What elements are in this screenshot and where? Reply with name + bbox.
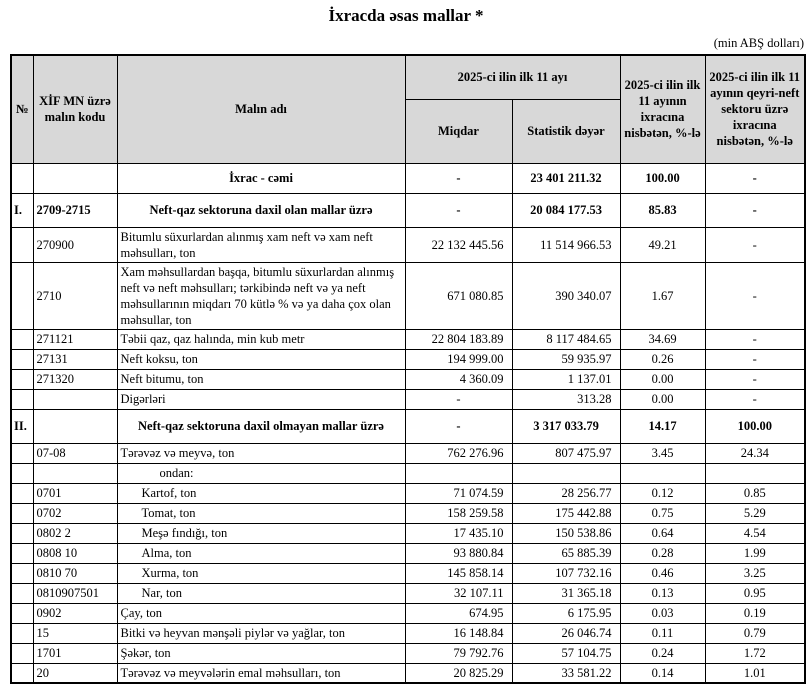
header-quantity: Miqdar bbox=[405, 99, 512, 163]
cell-num: II. bbox=[11, 409, 33, 443]
cell-name: Alma, ton bbox=[117, 543, 405, 563]
cell-quantity bbox=[405, 463, 512, 483]
cell-quantity: - bbox=[405, 389, 512, 409]
cell-code: 1701 bbox=[33, 643, 117, 663]
table-row bbox=[11, 369, 805, 389]
table-row bbox=[11, 163, 805, 193]
table-row bbox=[11, 349, 805, 369]
cell-num bbox=[11, 443, 33, 463]
table-body bbox=[11, 163, 805, 683]
cell-share-total: 0.00 bbox=[620, 389, 705, 409]
cell-share-nonoil: - bbox=[705, 163, 805, 193]
cell-num bbox=[11, 643, 33, 663]
header-value: Statistik dəyər bbox=[512, 99, 620, 163]
table-row bbox=[11, 563, 805, 583]
cell-code: 0902 bbox=[33, 603, 117, 623]
header-name: Malın adı bbox=[117, 55, 405, 163]
header-num: № bbox=[11, 55, 33, 163]
table-row bbox=[11, 193, 805, 227]
cell-share-total: 1.67 bbox=[620, 262, 705, 329]
cell-name: Xam məhsullardan başqa, bitumlu süxurlardan alınmış neft və neft məhsulları; tərkibində neft və ya neft məhsullarının miqdarı 70 kütlə % və ya daha çox olan məhsullar, ton bbox=[117, 262, 405, 329]
cell-name: Neft koksu, ton bbox=[117, 349, 405, 369]
table-row bbox=[11, 583, 805, 603]
cell-quantity: 194 999.00 bbox=[405, 349, 512, 369]
cell-share-nonoil: - bbox=[705, 389, 805, 409]
cell-share-nonoil: - bbox=[705, 329, 805, 349]
table-header bbox=[11, 55, 805, 163]
cell-name: Çay, ton bbox=[117, 603, 405, 623]
table-row bbox=[11, 523, 805, 543]
cell-name: Neft bitumu, ton bbox=[117, 369, 405, 389]
cell-code: 15 bbox=[33, 623, 117, 643]
table-row bbox=[11, 503, 805, 523]
cell-share-nonoil: 5.29 bbox=[705, 503, 805, 523]
cell-code: 0810 70 bbox=[33, 563, 117, 583]
cell-code bbox=[33, 163, 117, 193]
cell-code: 0808 10 bbox=[33, 543, 117, 563]
cell-quantity: 22 132 445.56 bbox=[405, 227, 512, 262]
cell-quantity: 671 080.85 bbox=[405, 262, 512, 329]
cell-quantity: 158 259.58 bbox=[405, 503, 512, 523]
cell-share-total: 0.26 bbox=[620, 349, 705, 369]
cell-num bbox=[11, 623, 33, 643]
cell-share-nonoil: - bbox=[705, 369, 805, 389]
cell-share-total: 0.24 bbox=[620, 643, 705, 663]
cell-share-total: 0.46 bbox=[620, 563, 705, 583]
cell-num bbox=[11, 389, 33, 409]
cell-num bbox=[11, 563, 33, 583]
cell-value: 3 317 033.79 bbox=[512, 409, 620, 443]
cell-value: 65 885.39 bbox=[512, 543, 620, 563]
cell-name: Neft-qaz sektoruna daxil olmayan mallar üzrə bbox=[117, 409, 405, 443]
cell-value: 31 365.18 bbox=[512, 583, 620, 603]
cell-share-nonoil: 0.85 bbox=[705, 483, 805, 503]
cell-num bbox=[11, 523, 33, 543]
cell-name: Bitumlu süxurlardan alınmış xam neft və xam neft məhsulları, ton bbox=[117, 227, 405, 262]
cell-value: 6 175.95 bbox=[512, 603, 620, 623]
header-share-total: 2025-ci ilin ilk 11 ayının ixracına nisbətən, %-lə bbox=[620, 55, 705, 163]
cell-name: Təbii qaz, qaz halında, min kub metr bbox=[117, 329, 405, 349]
header-period-group: 2025-ci ilin ilk 11 ayı bbox=[405, 55, 620, 99]
cell-share-nonoil: - bbox=[705, 262, 805, 329]
cell-share-nonoil: 1.01 bbox=[705, 663, 805, 683]
table-row bbox=[11, 329, 805, 349]
cell-name: Digərləri bbox=[117, 389, 405, 409]
cell-quantity: 93 880.84 bbox=[405, 543, 512, 563]
cell-share-nonoil: 100.00 bbox=[705, 409, 805, 443]
cell-share-total: 0.11 bbox=[620, 623, 705, 643]
cell-value: 150 538.86 bbox=[512, 523, 620, 543]
cell-share-nonoil: 0.19 bbox=[705, 603, 805, 623]
cell-num bbox=[11, 543, 33, 563]
cell-num bbox=[11, 349, 33, 369]
cell-code: 2709-2715 bbox=[33, 193, 117, 227]
cell-quantity: - bbox=[405, 409, 512, 443]
header-share-nonoil: 2025-ci ilin ilk 11 ayının qeyri-neft sektoru üzrə ixracına nisbətən, %-lə bbox=[705, 55, 805, 163]
cell-quantity: 20 825.29 bbox=[405, 663, 512, 683]
cell-value: 57 104.75 bbox=[512, 643, 620, 663]
cell-value bbox=[512, 463, 620, 483]
cell-name: Tomat, ton bbox=[117, 503, 405, 523]
cell-value: 26 046.74 bbox=[512, 623, 620, 643]
cell-share-total: 0.12 bbox=[620, 483, 705, 503]
export-goods-table bbox=[10, 54, 806, 684]
table-row bbox=[11, 262, 805, 329]
table-row bbox=[11, 463, 805, 483]
cell-name: Şəkər, ton bbox=[117, 643, 405, 663]
cell-share-total: 100.00 bbox=[620, 163, 705, 193]
cell-value: 23 401 211.32 bbox=[512, 163, 620, 193]
cell-share-total: 0.00 bbox=[620, 369, 705, 389]
cell-num bbox=[11, 369, 33, 389]
table-row bbox=[11, 409, 805, 443]
unit-note: (min ABŞ dolları) bbox=[713, 36, 804, 50]
cell-name: Nar, ton bbox=[117, 583, 405, 603]
cell-share-total: 0.64 bbox=[620, 523, 705, 543]
cell-quantity: 17 435.10 bbox=[405, 523, 512, 543]
cell-num bbox=[11, 503, 33, 523]
cell-code: 07-08 bbox=[33, 443, 117, 463]
cell-quantity: 79 792.76 bbox=[405, 643, 512, 663]
cell-value: 107 732.16 bbox=[512, 563, 620, 583]
cell-share-total: 0.75 bbox=[620, 503, 705, 523]
cell-num bbox=[11, 163, 33, 193]
cell-num bbox=[11, 329, 33, 349]
cell-share-total: 0.13 bbox=[620, 583, 705, 603]
cell-quantity: 71 074.59 bbox=[405, 483, 512, 503]
cell-share-nonoil: - bbox=[705, 349, 805, 369]
cell-name: Tərəvəz və meyvələrin emal məhsulları, ton bbox=[117, 663, 405, 683]
table-row bbox=[11, 603, 805, 623]
cell-name: Kartof, ton bbox=[117, 483, 405, 503]
header-code: XİF MN üzrə malın kodu bbox=[33, 55, 117, 163]
cell-code: 27131 bbox=[33, 349, 117, 369]
cell-value: 313.28 bbox=[512, 389, 620, 409]
cell-value: 390 340.07 bbox=[512, 262, 620, 329]
cell-code bbox=[33, 463, 117, 483]
cell-code: 271320 bbox=[33, 369, 117, 389]
cell-value: 59 935.97 bbox=[512, 349, 620, 369]
cell-num bbox=[11, 227, 33, 262]
cell-value: 175 442.88 bbox=[512, 503, 620, 523]
cell-value: 33 581.22 bbox=[512, 663, 620, 683]
cell-name: Xurma, ton bbox=[117, 563, 405, 583]
cell-num bbox=[11, 663, 33, 683]
cell-share-total: 0.28 bbox=[620, 543, 705, 563]
cell-num: I. bbox=[11, 193, 33, 227]
cell-value: 11 514 966.53 bbox=[512, 227, 620, 262]
table-row bbox=[11, 483, 805, 503]
cell-share-total: 49.21 bbox=[620, 227, 705, 262]
cell-name: Meşə fındığı, ton bbox=[117, 523, 405, 543]
cell-share-nonoil: - bbox=[705, 193, 805, 227]
cell-code bbox=[33, 389, 117, 409]
cell-share-nonoil: 24.34 bbox=[705, 443, 805, 463]
cell-value: 807 475.97 bbox=[512, 443, 620, 463]
table-row bbox=[11, 543, 805, 563]
table-row bbox=[11, 443, 805, 463]
cell-share-total: 34.69 bbox=[620, 329, 705, 349]
cell-share-nonoil: 0.95 bbox=[705, 583, 805, 603]
cell-quantity: 674.95 bbox=[405, 603, 512, 623]
cell-share-total: 14.17 bbox=[620, 409, 705, 443]
cell-quantity: 4 360.09 bbox=[405, 369, 512, 389]
cell-share-nonoil bbox=[705, 463, 805, 483]
cell-quantity: - bbox=[405, 193, 512, 227]
cell-value: 8 117 484.65 bbox=[512, 329, 620, 349]
cell-quantity: 762 276.96 bbox=[405, 443, 512, 463]
cell-quantity: 32 107.11 bbox=[405, 583, 512, 603]
table-row bbox=[11, 663, 805, 683]
cell-value: 20 084 177.53 bbox=[512, 193, 620, 227]
cell-code: 20 bbox=[33, 663, 117, 683]
table-row bbox=[11, 227, 805, 262]
cell-num bbox=[11, 463, 33, 483]
cell-name: Tərəvəz və meyvə, ton bbox=[117, 443, 405, 463]
cell-code: 271121 bbox=[33, 329, 117, 349]
cell-code: 2710 bbox=[33, 262, 117, 329]
cell-name: ondan: bbox=[117, 463, 405, 483]
cell-share-total: 85.83 bbox=[620, 193, 705, 227]
cell-code: 0701 bbox=[33, 483, 117, 503]
cell-quantity: 22 804 183.89 bbox=[405, 329, 512, 349]
cell-share-total: 0.03 bbox=[620, 603, 705, 623]
page-title: İxracda əsas mallar * bbox=[328, 6, 484, 25]
cell-share-total: 3.45 bbox=[620, 443, 705, 463]
cell-share-nonoil: 1.99 bbox=[705, 543, 805, 563]
table-row bbox=[11, 389, 805, 409]
table-row bbox=[11, 623, 805, 643]
cell-value: 28 256.77 bbox=[512, 483, 620, 503]
table-row bbox=[11, 643, 805, 663]
cell-name: İxrac - cəmi bbox=[117, 163, 405, 193]
cell-code: 0810907501 bbox=[33, 583, 117, 603]
cell-num bbox=[11, 483, 33, 503]
cell-value: 1 137.01 bbox=[512, 369, 620, 389]
cell-code: 270900 bbox=[33, 227, 117, 262]
cell-quantity: 16 148.84 bbox=[405, 623, 512, 643]
cell-quantity: 145 858.14 bbox=[405, 563, 512, 583]
cell-code: 0702 bbox=[33, 503, 117, 523]
cell-name: Neft-qaz sektoruna daxil olan mallar üzrə bbox=[117, 193, 405, 227]
cell-quantity: - bbox=[405, 163, 512, 193]
cell-share-total bbox=[620, 463, 705, 483]
cell-share-nonoil: - bbox=[705, 227, 805, 262]
cell-code bbox=[33, 409, 117, 443]
cell-num bbox=[11, 603, 33, 623]
cell-share-nonoil: 3.25 bbox=[705, 563, 805, 583]
cell-code: 0802 2 bbox=[33, 523, 117, 543]
cell-name: Bitki və heyvan mənşəli piylər və yağlar, ton bbox=[117, 623, 405, 643]
cell-num bbox=[11, 262, 33, 329]
cell-share-nonoil: 4.54 bbox=[705, 523, 805, 543]
cell-share-nonoil: 0.79 bbox=[705, 623, 805, 643]
cell-share-nonoil: 1.72 bbox=[705, 643, 805, 663]
cell-share-total: 0.14 bbox=[620, 663, 705, 683]
cell-num bbox=[11, 583, 33, 603]
